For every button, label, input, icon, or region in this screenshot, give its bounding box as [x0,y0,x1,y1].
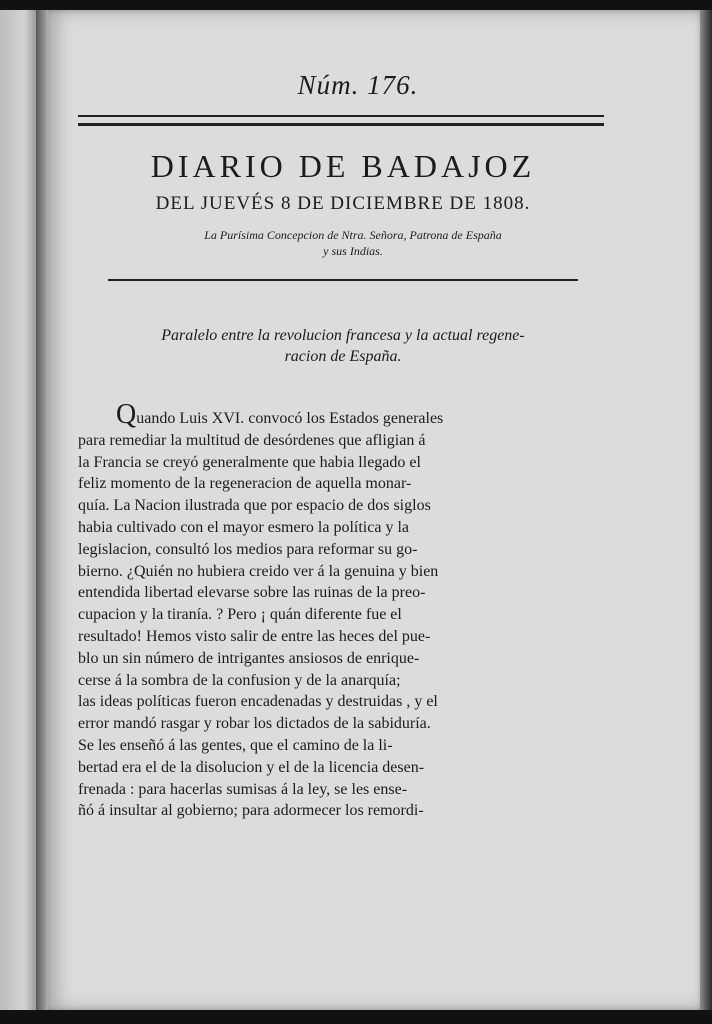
newspaper-page [48,10,702,1010]
body-line: cupacion y la tiranía. ? Pero ¡ quán diferente fue el [78,606,402,624]
newspaper-title: DIARIO DE BADAJOZ [150,148,536,184]
right-page-edge [700,10,712,1010]
page-content [78,70,608,822]
body-line: resultado! Hemos visto salir de entre las heces del pue- [78,627,431,645]
feast-line-1: La Purísima Concepcion de Ntra. Señora, Patrona de España [204,228,502,242]
left-page-edge [0,10,40,1010]
body-line: para remediar la multitud de desórdenes que afligian á [78,431,426,449]
article-title-line-1: Paralelo entre la revolucion francesa y la actual regene- [161,327,525,344]
body-line: bertad era el de la disolucion y el de la licencia desen- [78,758,425,776]
article-body [78,399,608,822]
issue-date: DEL JUEVÉS 8 DE DICIEMBRE DE 1808. [155,193,531,214]
body-line: frenada : para hacerlas sumisas á la ley, se les ense- [78,780,408,798]
feast-note [78,227,608,259]
feast-line-2: y sus Indias. [323,244,383,258]
issue-number: Núm. 176. [297,70,419,100]
body-line: feliz momento de la regeneracion de aquella monar- [78,475,412,493]
body-line: error mandó rasgar y robar los dictados de la sabiduría. [78,715,431,733]
body-line: cerse á la sombra de la confusion y de la anarquía; [78,671,401,689]
body-line: ñó á insultar al gobierno; para adormecer los remordi- [78,802,424,820]
body-line: blo un sin número de intrigantes ansiosos de enrique- [78,649,420,667]
body-line: Se les enseñó á las gentes, que el camino de la li- [78,736,393,754]
header-rule [78,115,604,126]
article-title [78,325,608,367]
body-line: quía. La Nacion ilustrada que por espacio de dos siglos [78,497,431,515]
body-line: las ideas políticas fueron encadenadas y destruidas , y el [78,693,438,711]
section-rule [108,279,578,281]
body-line: legislacion, consultó los medios para reformar su go- [78,540,418,558]
body-line: bierno. ¿Quién no hubiera creido ver á la genuina y bien [78,562,439,580]
article-title-line-2: racion de España. [284,348,402,365]
body-line: habia cultivado con el mayor esmero la política y la [78,518,409,536]
body-line: Quando Luis XVI. convocó los Estados generales [78,407,608,430]
drop-cap: Q [116,399,137,430]
body-line: entendida libertad elevarse sobre las ruinas de la preo- [78,584,426,602]
body-line: la Francia se creyó generalmente que habia llegado el [78,453,421,471]
